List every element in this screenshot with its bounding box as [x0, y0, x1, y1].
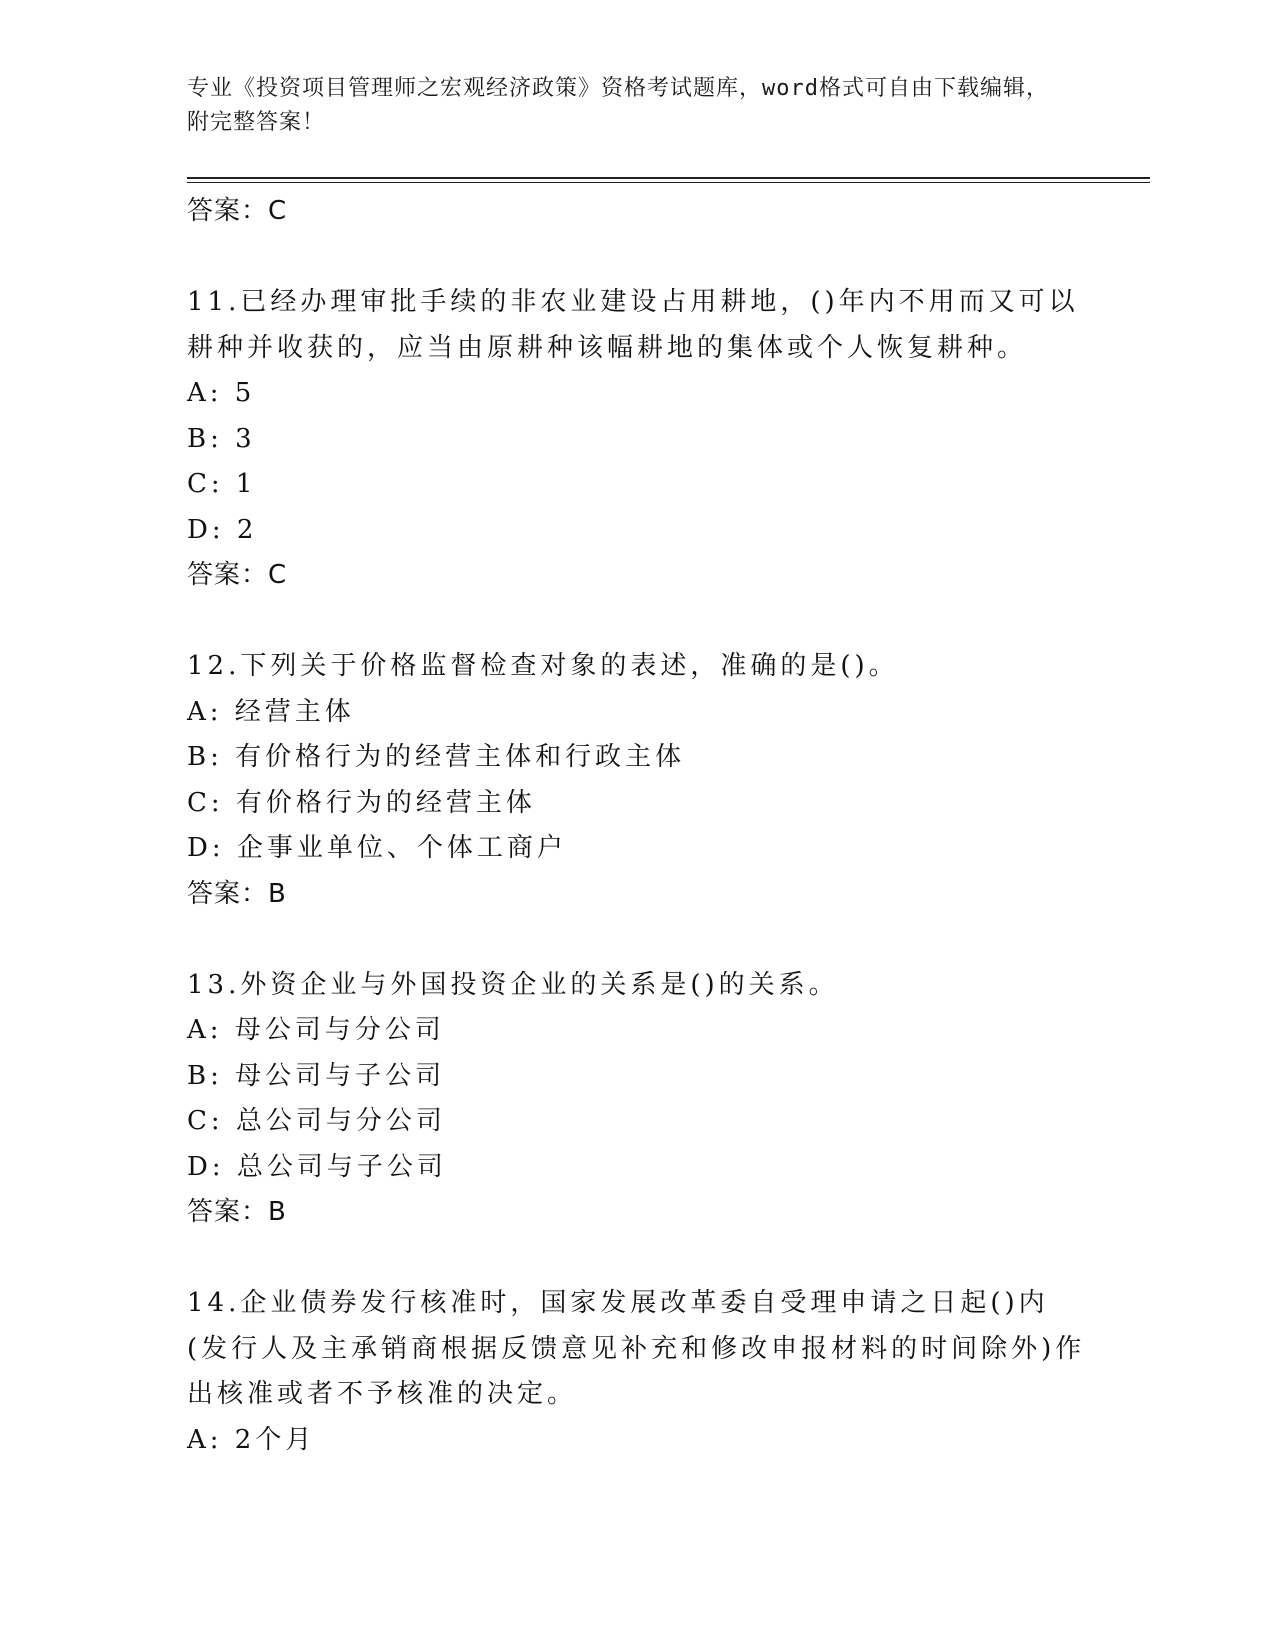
header-divider-thick [187, 177, 1150, 179]
option-d: D: 2 [187, 514, 258, 545]
document-header: 专业《投资项目管理师之宏观经济政策》资格考试题库，word格式可自由下载编辑，附完整答案！ [187, 76, 1049, 135]
option-c: C: 1 [187, 469, 257, 499]
answer: 答案：C [187, 560, 288, 590]
question-13 [187, 963, 1087, 1236]
option-c: C: 总公司与分公司 [187, 1106, 446, 1136]
option-b: B: 有价格行为的经营主体和行政主体 [187, 742, 686, 772]
option-b: B: 母公司与子公司 [187, 1060, 446, 1091]
question-stem: 14.企业债券发行核准时，国家发展改革委自受理申请之日起()内(发行人及主承销商根据反馈意见补充和修改申报材料的时间除外)作出核准或者不予核准的决定。 [187, 1288, 1086, 1409]
question-11 [187, 280, 1087, 598]
option-a: A: 2个月 [187, 1424, 316, 1455]
option-d: D: 企事业单位、个体工商户 [187, 833, 567, 863]
option-a: A: 母公司与分公司 [187, 1015, 445, 1045]
question-stem: 13.外资企业与外国投资企业的关系是()的关系。 [187, 969, 839, 1000]
question-stem: 12.下列关于价格监督检查对象的表述，准确的是()。 [187, 651, 899, 681]
option-b: B: 3 [187, 423, 256, 454]
option-c: C: 有价格行为的经营主体 [187, 787, 536, 818]
question-12 [187, 644, 1087, 917]
previous-answer: 答案：C [187, 196, 288, 226]
question-14 [187, 1281, 1087, 1463]
option-d: D: 总公司与子公司 [187, 1151, 447, 1182]
header-divider-thin [187, 182, 1150, 183]
option-a: A: 5 [187, 378, 256, 408]
question-stem: 11.已经办理审批手续的非农业建设占用耕地，()年内不用而又可以耕种并收获的，应当由原耕种该幅耕地的集体或个人恢复耕种。 [187, 287, 1079, 363]
question-list [187, 189, 1087, 1463]
option-a: A: 经营主体 [187, 696, 355, 727]
answer: 答案：B [187, 1197, 287, 1227]
answer: 答案：B [187, 878, 287, 909]
